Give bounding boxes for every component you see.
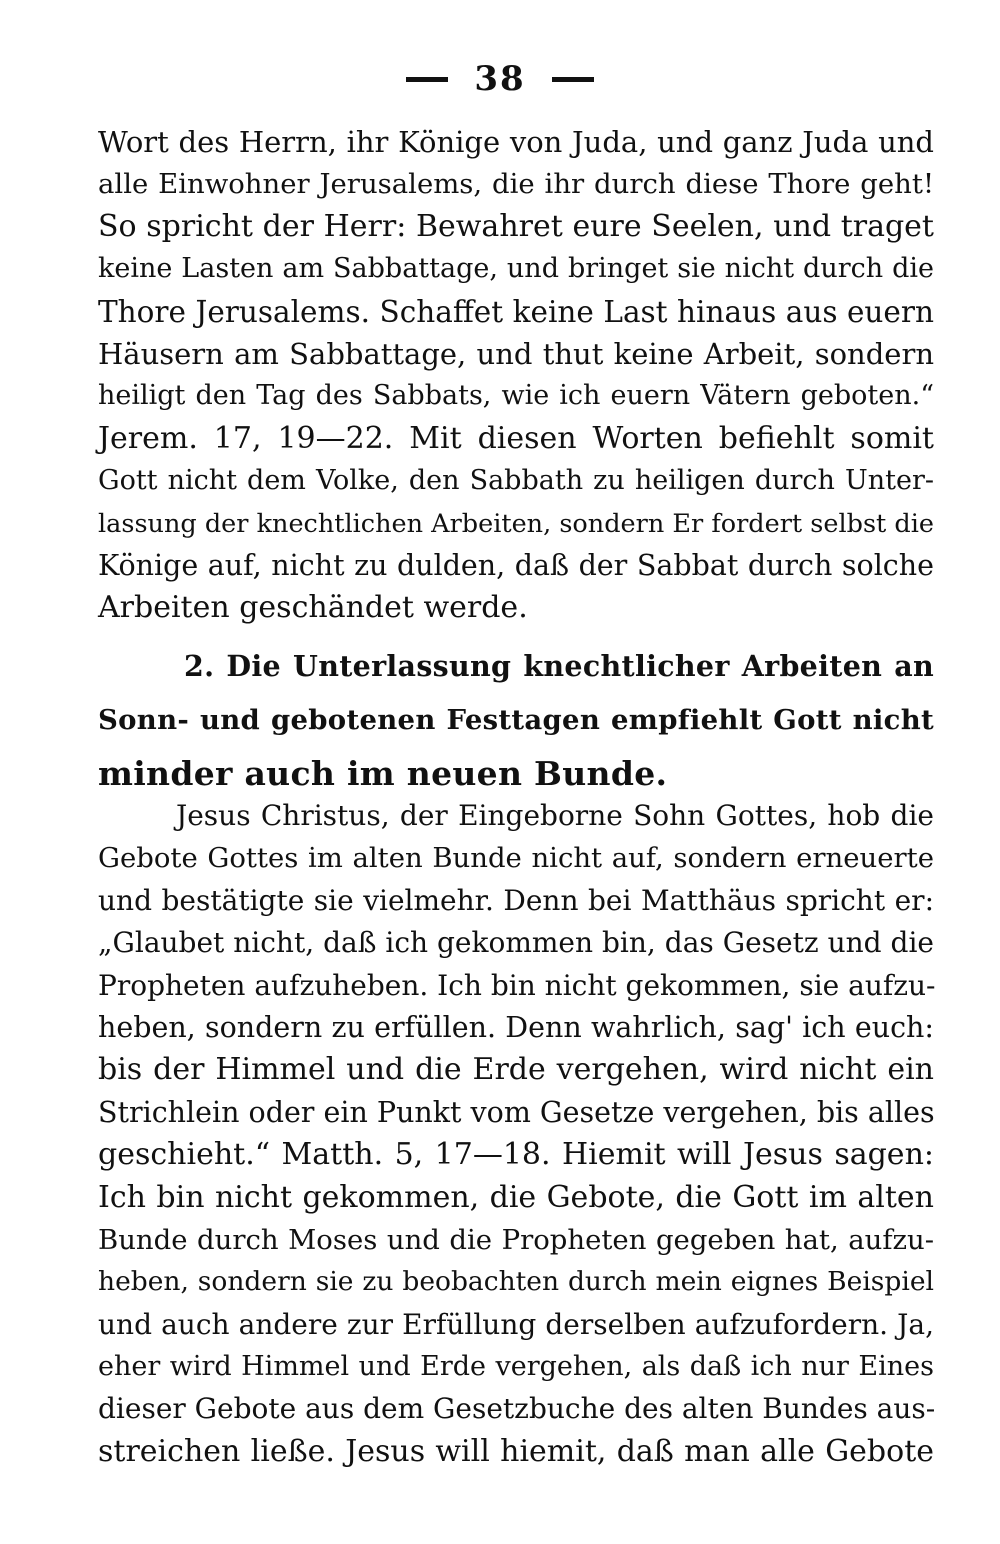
text-line: alle Einwohner Jerusalems, die ihr durch diese Thore geht! <box>98 168 934 201</box>
text-line: heiligt den Tag des Sabbats, wie ich euern Vätern geboten.“ <box>98 380 934 412</box>
text-line: Bunde durch Moses und die Propheten gegeben hat, aufzu- <box>98 1223 934 1256</box>
text-line: lassung der knechtlichen Arbeiten, sondern Er fordert selbst die <box>98 508 934 539</box>
text-line: Könige auf, nicht zu dulden, daß der Sabbat durch solche <box>98 548 934 582</box>
text-line: Gebote Gottes im alten Bunde nicht auf, sondern erneuerte <box>98 842 934 875</box>
text-line: und auch andere zur Erfüllung derselben aufzufordern. Ja, <box>98 1307 934 1341</box>
text-line: und bestätigte sie vielmehr. Denn bei Matthäus spricht er: <box>98 883 934 917</box>
text-line: Jerem. 17, 19—22. Mit diesen Worten befiehlt somit <box>98 420 934 456</box>
header-dash-left <box>406 77 448 82</box>
text-line: Wort des Herrn, ihr Könige von Juda, und ganz Juda und <box>98 125 934 159</box>
paragraph-section-body <box>98 795 934 1473</box>
text-line: streichen ließe. Jesus will hiemit, daß man alle Gebote <box>98 1433 934 1469</box>
text-line: dieser Gebote aus dem Gesetzbuche des alten Bundes aus- <box>98 1392 936 1426</box>
text-line: Propheten aufzuheben. Ich bin nicht gekommen, sie aufzu- <box>98 968 936 1002</box>
heading-line: Sonn- und gebotenen Festtagen empfiehlt Gott nicht <box>98 703 934 736</box>
text-line: Gott nicht dem Volke, den Sabbath zu heiligen durch Unter- <box>98 465 934 497</box>
header-dash-right <box>552 77 594 82</box>
text-line: geschieht.“ Matth. 5, 17—18. Hiemit will Jesus sagen: <box>98 1137 934 1173</box>
paragraph-scripture-quote <box>98 121 934 630</box>
text-line: Thore Jerusalems. Schaffet keine Last hinaus aus euern <box>98 294 934 329</box>
text-line: „Glaubet nicht, daß ich gekommen bin, das Gesetz und die <box>98 926 934 960</box>
text-line: Häusern am Sabbattage, und thut keine Arbeit, sondern <box>98 336 934 371</box>
text-line: Strichlein oder ein Punkt vom Gesetze vergehen, bis alles <box>98 1095 935 1129</box>
text-line: heben, sondern zu erfüllen. Denn wahrlich, sag' ich euch: <box>98 1010 934 1044</box>
text-line: So spricht der Herr: Bewahret eure Seelen, und traget <box>98 208 934 244</box>
heading-line: minder auch im neuen Bunde. <box>98 754 668 793</box>
section-heading <box>98 640 934 801</box>
text-line: keine Lasten am Sabbattage, und bringet sie nicht durch die <box>98 253 934 285</box>
text-line: heben, sondern sie zu beobachten durch mein eignes Beispiel <box>98 1266 934 1298</box>
text-line: Jesus Christus, der Eingeborne Sohn Gottes, hob die <box>176 799 934 832</box>
heading-line: 2. Die Unterlassung knechtlicher Arbeiten an <box>184 649 934 683</box>
text-line: eher wird Himmel und Erde vergehen, als daß ich nur Eines <box>98 1351 934 1383</box>
page-number: 38 <box>474 59 526 99</box>
text-line: bis der Himmel und die Erde vergehen, wird nicht ein <box>98 1052 934 1088</box>
text-line: Arbeiten geschändet werde. <box>98 590 528 626</box>
text-line: Ich bin nicht gekommen, die Gebote, die Gott im alten <box>98 1179 934 1215</box>
page-header <box>0 56 1000 102</box>
